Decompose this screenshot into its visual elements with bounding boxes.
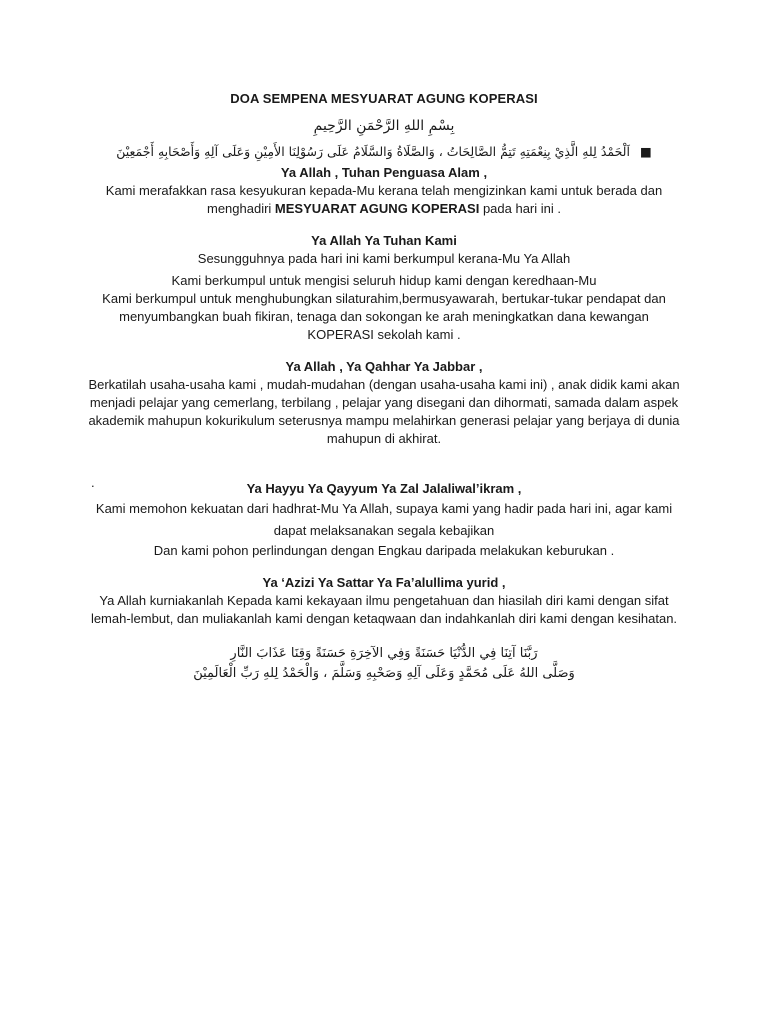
hamdalah-line — [88, 142, 680, 162]
section-3-paragraph: Berkatilah usaha-usaha kami , mudah-mudahan (dengan usaha-usaha kami ini) , anak didik kami akan menjadi pelajar yang cemerlang, terbilang , pelajar yang disegani dan dihormati, samada dalam aspek akademik mahupun kokurikulum seterusnya mampu melahirkan generasi pelajar yang berjaya di dunia mahupun di akhirat. — [88, 377, 680, 446]
document-body — [88, 90, 680, 684]
section-4-line-1: Kami memohon kekuatan dari hadhrat-Mu Ya Allah, supaya kami yang hadir pada hari ini, agar kami dapat melaksanakan segala kebajikan — [95, 501, 673, 538]
section-2-line-3: Kami berkumpul untuk menghubungkan silaturahim,bermusyawarah, bertukar-tukar pendapat dan menyumbangkan buah fikiran, tenaga dan sokongan ke arah meningkatkan dana kewangan KOPERASI sekolah kami . — [102, 291, 666, 342]
section-4-line-2: Dan kami pohon perlindungan dengan Engkau daripada melakukan keburukan . — [153, 543, 615, 558]
section-heading-5: Ya ‘Azizi Ya Sattar Ya Fa’alullima yurid , — [262, 575, 506, 590]
closing-line-2: وَصَلَّى اللهُ عَلَى مُحَمَّدٍ وَعَلَى آلِهِ وَصَحْبِهِ وَسَلَّمَ ، وَالْحَمْدُ لِلهِ رَبِّ الْعَالَمِيْنَ — [193, 666, 575, 681]
section-heading-2: Ya Allah Ya Tuhan Kami — [311, 233, 457, 248]
section-2-line-1: Sesungguhnya pada hari ini kami berkumpul kerana-Mu Ya Allah — [197, 251, 571, 266]
section-1-text-start: Kami merafakkan rasa kesyukuran kepada-Mu kerana telah mengizinkan kami untuk berada dan menghadiri — [105, 183, 663, 216]
basmalah-line: بِسْمِ اللهِ الرَّحْمَنِ الرَّحِيمِ — [313, 118, 455, 134]
section-1-text-end: pada hari ini . — [479, 201, 561, 216]
bullet-icon: ■ — [639, 144, 652, 159]
section-1-paragraph — [88, 182, 680, 218]
closing-line-1: رَبَّنَا آتِنَا فِي الدُّنْيَا حَسَنَةً وَفِي الآخِرَةِ حَسَنَةً وَقِنَا عَذَابَ النَّارِ — [230, 646, 538, 661]
section-heading-1: Ya Allah , Tuhan Penguasa Alam , — [280, 165, 488, 180]
document-title: DOA SEMPENA MESYUARAT AGUNG KOPERASI — [230, 91, 538, 106]
section-heading-3: Ya Allah , Ya Qahhar Ya Jabbar , — [285, 359, 483, 374]
stray-dot: . — [91, 475, 95, 490]
hamdalah-text: اَلْحَمْدُ لِلهِ الَّذِيْ بِنِعْمَتِهِ تَتِمُّ الصَّالِحَاتُ ، وَالصَّلَاةُ وَالسَّلَامُ عَلَى رَسُوْلِنَا الأَمِيْنِ وَعَلَى آلِهِ وَأَصْحَابِهِ أَجْمَعِيْنَ — [116, 144, 630, 159]
section-5-paragraph: Ya Allah kurniakanlah Kepada kami kekayaan ilmu pengetahuan dan hiasilah diri kami dengan sifat lemah-lembut, dan muliakanlah kami dengan ketaqwaan dan indahkanlah diri kami dengan kesihatan. — [90, 593, 678, 626]
closing-prayer — [88, 644, 680, 684]
meeting-name-bold: MESYUARAT AGUNG KOPERASI — [274, 201, 480, 216]
section-2-line-2: Kami berkumpul untuk mengisi seluruh hidup kami dengan keredhaan-Mu — [171, 273, 597, 288]
section-heading-4: Ya Hayyu Ya Qayyum Ya Zal Jalaliwal’ikram , — [246, 481, 522, 496]
